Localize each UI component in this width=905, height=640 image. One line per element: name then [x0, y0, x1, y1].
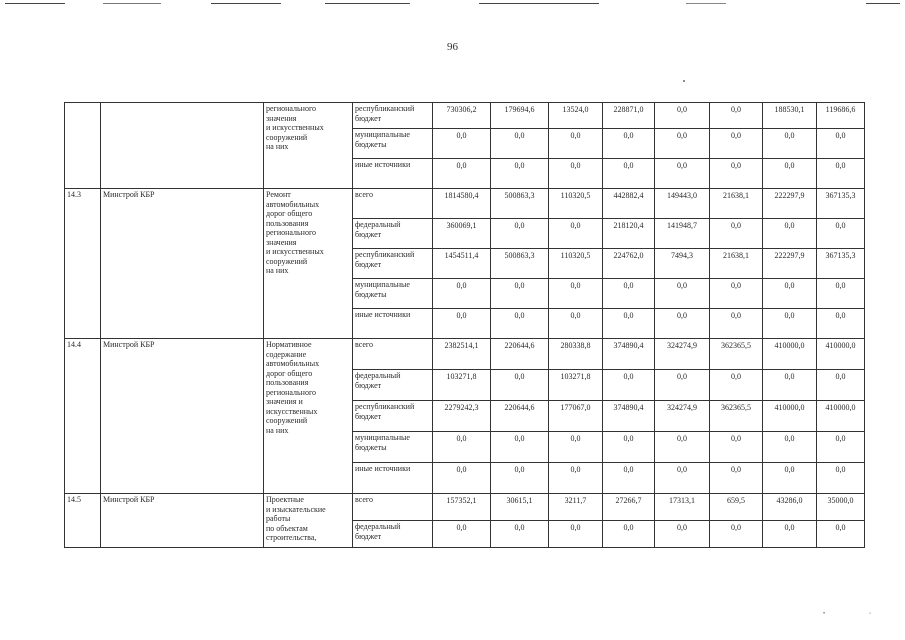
amount-cell: 0,0 — [763, 432, 817, 463]
scan-speck — [683, 80, 685, 82]
amount-cell: 220644,6 — [491, 339, 549, 370]
funding-source-cell: иные источники — [353, 463, 433, 494]
funding-source-cell: иные источники — [353, 309, 433, 339]
amount-cell: 0,0 — [433, 279, 491, 309]
amount-cell: 43286,0 — [763, 494, 817, 521]
executor-cell: Минстрой КБР — [101, 339, 264, 494]
funding-source-cell: федеральный бюджет — [353, 370, 433, 401]
amount-cell: 0,0 — [817, 159, 865, 189]
funding-source-cell: всего — [353, 339, 433, 370]
funding-source-cell: федеральный бюджет — [353, 521, 433, 548]
amount-cell: 0,0 — [817, 432, 865, 463]
amount-cell: 0,0 — [549, 521, 603, 548]
amount-cell: 0,0 — [603, 370, 655, 401]
amount-cell: 0,0 — [549, 219, 603, 249]
amount-cell: 0,0 — [763, 279, 817, 309]
amount-cell: 228871,0 — [603, 103, 655, 129]
executor-cell: Минстрой КБР — [101, 189, 264, 339]
amount-cell: 0,0 — [710, 463, 763, 494]
funding-source-cell: всего — [353, 189, 433, 219]
amount-cell: 374890,4 — [603, 401, 655, 432]
amount-cell: 0,0 — [655, 103, 710, 129]
amount-cell: 35000,0 — [817, 494, 865, 521]
amount-cell: 0,0 — [817, 309, 865, 339]
amount-cell: 149443,0 — [655, 189, 710, 219]
amount-cell: 410000,0 — [763, 401, 817, 432]
executor-cell: Минстрой КБР — [101, 494, 264, 548]
amount-cell: 367135,3 — [817, 189, 865, 219]
amount-cell: 367135,3 — [817, 249, 865, 279]
amount-cell: 0,0 — [710, 521, 763, 548]
amount-cell: 0,0 — [491, 129, 549, 159]
amount-cell: 0,0 — [710, 432, 763, 463]
amount-cell: 0,0 — [491, 370, 549, 401]
scan-edge-line — [211, 3, 281, 4]
amount-cell: 0,0 — [491, 159, 549, 189]
amount-cell: 0,0 — [763, 129, 817, 159]
amount-cell: 374890,4 — [603, 339, 655, 370]
amount-cell: 0,0 — [433, 521, 491, 548]
funding-source-cell: иные источники — [353, 159, 433, 189]
amount-cell: 188530,1 — [763, 103, 817, 129]
amount-cell: 0,0 — [491, 432, 549, 463]
amount-cell: 0,0 — [763, 463, 817, 494]
amount-cell: 0,0 — [763, 219, 817, 249]
amount-cell: 324274,9 — [655, 401, 710, 432]
amount-cell: 222297,9 — [763, 249, 817, 279]
amount-cell: 0,0 — [491, 279, 549, 309]
amount-cell: 0,0 — [710, 219, 763, 249]
amount-cell: 0,0 — [817, 279, 865, 309]
amount-cell: 0,0 — [603, 463, 655, 494]
funding-source-cell: федеральный бюджет — [353, 219, 433, 249]
amount-cell: 0,0 — [763, 370, 817, 401]
table-row — [65, 494, 865, 521]
funding-source-cell: муниципальные бюджеты — [353, 279, 433, 309]
activity-name-cell: Ремонт автомобильных дорог общего пользования регионального значения и искусственных сооружений на них — [264, 189, 353, 339]
amount-cell: 410000,0 — [763, 339, 817, 370]
amount-cell: 0,0 — [817, 521, 865, 548]
scan-edge-line — [866, 3, 900, 4]
amount-cell: 0,0 — [603, 432, 655, 463]
amount-cell: 362365,5 — [710, 401, 763, 432]
scan-edge-line — [103, 3, 161, 4]
amount-cell: 3211,7 — [549, 494, 603, 521]
amount-cell: 0,0 — [549, 129, 603, 159]
amount-cell: 177067,0 — [549, 401, 603, 432]
item-number-cell — [65, 103, 101, 189]
amount-cell: 0,0 — [817, 129, 865, 159]
amount-cell: 442882,4 — [603, 189, 655, 219]
activity-name-cell: Проектные и изыскательские работы по объектам строительства, — [264, 494, 353, 548]
amount-cell: 0,0 — [549, 309, 603, 339]
amount-cell: 0,0 — [491, 521, 549, 548]
amount-cell: 0,0 — [491, 309, 549, 339]
amount-cell: 21638,1 — [710, 249, 763, 279]
page-number: 96 — [447, 41, 458, 53]
amount-cell: 0,0 — [710, 103, 763, 129]
funding-source-cell: муниципальные бюджеты — [353, 129, 433, 159]
amount-cell: 0,0 — [817, 219, 865, 249]
amount-cell: 0,0 — [433, 463, 491, 494]
item-number-cell: 14.4 — [65, 339, 101, 494]
amount-cell: 30615,1 — [491, 494, 549, 521]
amount-cell: 0,0 — [603, 129, 655, 159]
amount-cell: 730306,2 — [433, 103, 491, 129]
amount-cell: 141948,7 — [655, 219, 710, 249]
amount-cell: 0,0 — [549, 159, 603, 189]
amount-cell: 103271,8 — [549, 370, 603, 401]
amount-cell: 0,0 — [817, 463, 865, 494]
amount-cell: 2279242,3 — [433, 401, 491, 432]
funding-source-cell: муниципальные бюджеты — [353, 432, 433, 463]
scan-edge-line — [325, 3, 410, 4]
amount-cell: 659,5 — [710, 494, 763, 521]
amount-cell: 0,0 — [433, 309, 491, 339]
amount-cell: 0,0 — [710, 129, 763, 159]
amount-cell: 2382514,1 — [433, 339, 491, 370]
amount-cell: 0,0 — [710, 159, 763, 189]
amount-cell: 13524,0 — [549, 103, 603, 129]
amount-cell: 0,0 — [603, 309, 655, 339]
amount-cell: 179694,6 — [491, 103, 549, 129]
item-number-cell: 14.5 — [65, 494, 101, 548]
amount-cell: 500863,3 — [491, 189, 549, 219]
amount-cell: 500863,3 — [491, 249, 549, 279]
amount-cell: 0,0 — [549, 279, 603, 309]
amount-cell: 1454511,4 — [433, 249, 491, 279]
amount-cell: 27266,7 — [603, 494, 655, 521]
amount-cell: 21638,1 — [710, 189, 763, 219]
amount-cell: 280338,8 — [549, 339, 603, 370]
item-number-cell: 14.3 — [65, 189, 101, 339]
amount-cell: 110320,5 — [549, 249, 603, 279]
amount-cell: 0,0 — [763, 159, 817, 189]
activity-name-cell: Нормативное содержание автомобильных дорог общего пользования регионального значения и искусственных сооружений на них — [264, 339, 353, 494]
amount-cell: 0,0 — [603, 279, 655, 309]
amount-cell: 0,0 — [549, 432, 603, 463]
amount-cell: 0,0 — [710, 309, 763, 339]
activity-name-cell: регионального значения и искусственных сооружений на них — [264, 103, 353, 189]
funding-source-cell: республиканский бюджет — [353, 401, 433, 432]
amount-cell: 0,0 — [655, 370, 710, 401]
scan-edge-line — [5, 3, 65, 4]
table-row — [65, 189, 865, 219]
amount-cell: 0,0 — [491, 463, 549, 494]
scan-mark: • — [823, 611, 826, 617]
amount-cell: 218120,4 — [603, 219, 655, 249]
amount-cell: 0,0 — [549, 463, 603, 494]
amount-cell: 0,0 — [433, 432, 491, 463]
amount-cell: 222297,9 — [763, 189, 817, 219]
table-body — [65, 103, 865, 548]
amount-cell: 17313,1 — [655, 494, 710, 521]
funding-source-cell: республиканский бюджет — [353, 249, 433, 279]
scan-edge-line — [686, 3, 726, 4]
amount-cell: 0,0 — [433, 129, 491, 159]
executor-cell — [101, 103, 264, 189]
amount-cell: 119686,6 — [817, 103, 865, 129]
amount-cell: 0,0 — [655, 432, 710, 463]
amount-cell: 157352,1 — [433, 494, 491, 521]
amount-cell: 103271,8 — [433, 370, 491, 401]
amount-cell: 7494,3 — [655, 249, 710, 279]
scan-mark: ◦ — [869, 611, 872, 617]
funding-source-cell: всего — [353, 494, 433, 521]
amount-cell: 0,0 — [655, 463, 710, 494]
amount-cell: 0,0 — [491, 219, 549, 249]
amount-cell: 410000,0 — [817, 339, 865, 370]
budget-table — [64, 102, 865, 548]
amount-cell: 0,0 — [655, 279, 710, 309]
amount-cell: 0,0 — [603, 521, 655, 548]
amount-cell: 360069,1 — [433, 219, 491, 249]
amount-cell: 0,0 — [655, 159, 710, 189]
amount-cell: 0,0 — [655, 129, 710, 159]
table-row — [65, 103, 865, 129]
amount-cell: 362365,5 — [710, 339, 763, 370]
scan-edge-line — [479, 3, 599, 4]
amount-cell: 0,0 — [433, 159, 491, 189]
amount-cell: 0,0 — [763, 309, 817, 339]
amount-cell: 0,0 — [655, 309, 710, 339]
amount-cell: 0,0 — [763, 521, 817, 548]
amount-cell: 220644,6 — [491, 401, 549, 432]
table-row — [65, 339, 865, 370]
amount-cell: 224762,0 — [603, 249, 655, 279]
amount-cell: 0,0 — [710, 279, 763, 309]
amount-cell: 0,0 — [710, 370, 763, 401]
amount-cell: 0,0 — [817, 370, 865, 401]
amount-cell: 410000,0 — [817, 401, 865, 432]
amount-cell: 324274,9 — [655, 339, 710, 370]
amount-cell: 0,0 — [603, 159, 655, 189]
amount-cell: 110320,5 — [549, 189, 603, 219]
amount-cell: 0,0 — [655, 521, 710, 548]
amount-cell: 1814580,4 — [433, 189, 491, 219]
funding-source-cell: республиканский бюджет — [353, 103, 433, 129]
